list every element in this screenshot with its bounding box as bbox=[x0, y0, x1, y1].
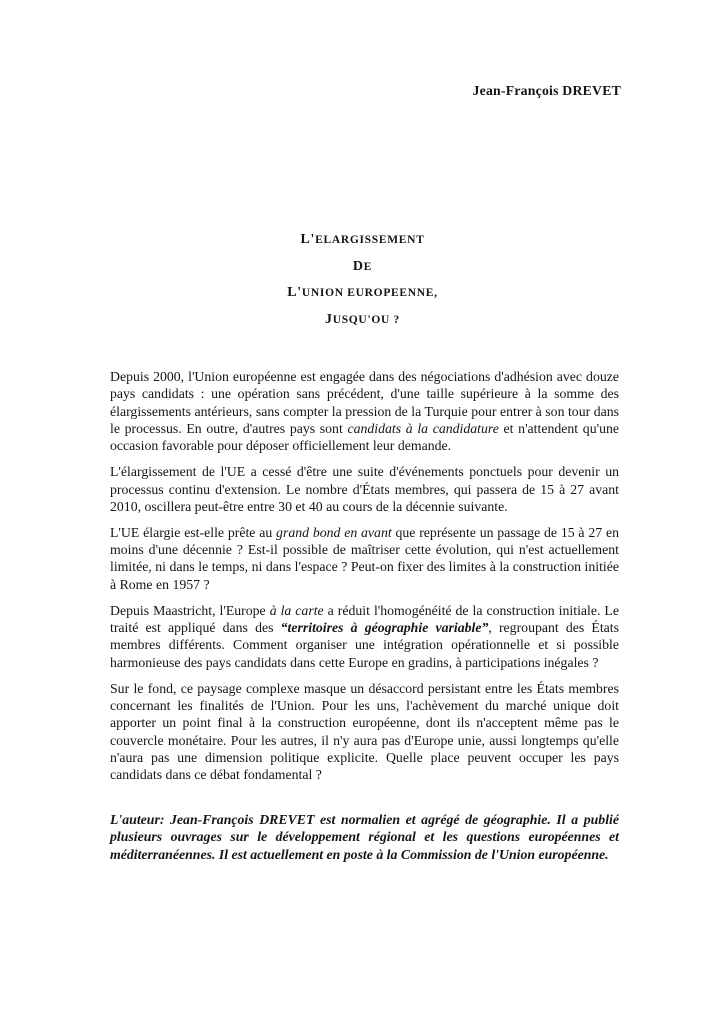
text-run-italic: candidats à la candidature bbox=[347, 421, 499, 437]
text-run: , regroupant des États membres différents. Comment organiser une intégration opérationnelle et si possible harmonieuse des pays candidats dans cette Europe en gradins, à participations inégales ? bbox=[110, 619, 620, 670]
title-line-1: L'ELARGISSEMENT bbox=[300, 232, 425, 247]
paragraph-4 bbox=[110, 602, 619, 671]
paragraph-3 bbox=[110, 524, 619, 593]
text-run: Depuis 2000, l'Union européenne est engagée dans des négociations d'adhésion avec douze pays candidats : une opération sans précédent, d'une taille supérieure à la somme des élargissements antérieurs, sans compter la pression de la Turquie pour entrer à son tour dans le processus. En outre, d'autres pays sont bbox=[110, 369, 619, 437]
author-name: Jean-François DREVET bbox=[472, 83, 621, 98]
text-run-bold-italic: L'auteur: Jean-François DREVET est normalien et agrégé de géographie. Il a publié plusieurs ouvrages sur le développement régional et les questions européennes et méditerranéennes. Il est actuellement en poste à la Commission de l'Union européenne. bbox=[110, 811, 619, 862]
author-note bbox=[110, 811, 619, 864]
paragraph-5 bbox=[110, 680, 619, 784]
text-run: Sur le fond, ce paysage complexe masque un désaccord persistant entre les États membres concernant les finalités de l'Union. Pour les uns, l'achèvement du marché unique doit apporter un point final à la construction européenne, dont ils n'acceptent même pas le couvercle monétaire. Pour les autres, il n'y aura pas d'Europe unie, aussi longtemps qu'elle n'aura pas une dimension politique explicite. Quelle place peuvent occuper les pays candidats dans ce débat fondamental ? bbox=[110, 680, 619, 783]
text-run: L'UE élargie est-elle prête au bbox=[110, 524, 277, 540]
text-run-italic: grand bond en avant bbox=[276, 524, 392, 540]
text-run: que représente un passage de 15 à 27 en moins d'une décennie ? Est-il possible de maîtriser cette évolution, qui n'est actuellement limitée, ni dans le temps, ni dans l'espace ? Peut-on fixer des limites à la construction initiée à Rome en 1957 ? bbox=[110, 524, 619, 592]
paragraph-1 bbox=[110, 368, 619, 455]
title-line-4: JUSQU'OU ? bbox=[324, 311, 401, 327]
title-line-2: DE bbox=[352, 258, 373, 274]
text-run: et n'attendent qu'une occasion favorable pour déposer officiellement leur demande. bbox=[110, 421, 619, 454]
text-run: L'élargissement de l'UE a cessé d'être une suite d'événements ponctuels pour devenir un processus continu d'extension. Le nombre d'États membres, qui passera de 15 à 27 avant 2010, oscillera peut-être entre 30 et 40 au cours de la décennie suivante. bbox=[110, 464, 619, 514]
document-body bbox=[110, 368, 619, 872]
text-run-italic: à la carte bbox=[269, 602, 324, 618]
text-run: a réduit l'homogénéité de la construction initiale. Le traité est appliqué dans des bbox=[110, 602, 619, 635]
text-run-bold-italic: “territoires à géographie variable” bbox=[280, 619, 489, 635]
text-run: Depuis Maastricht, l'Europe bbox=[110, 602, 270, 618]
document-title bbox=[0, 227, 725, 333]
title-line-3: L'UNION EUROPEENNE, bbox=[287, 285, 438, 300]
paragraph-2 bbox=[110, 463, 619, 515]
